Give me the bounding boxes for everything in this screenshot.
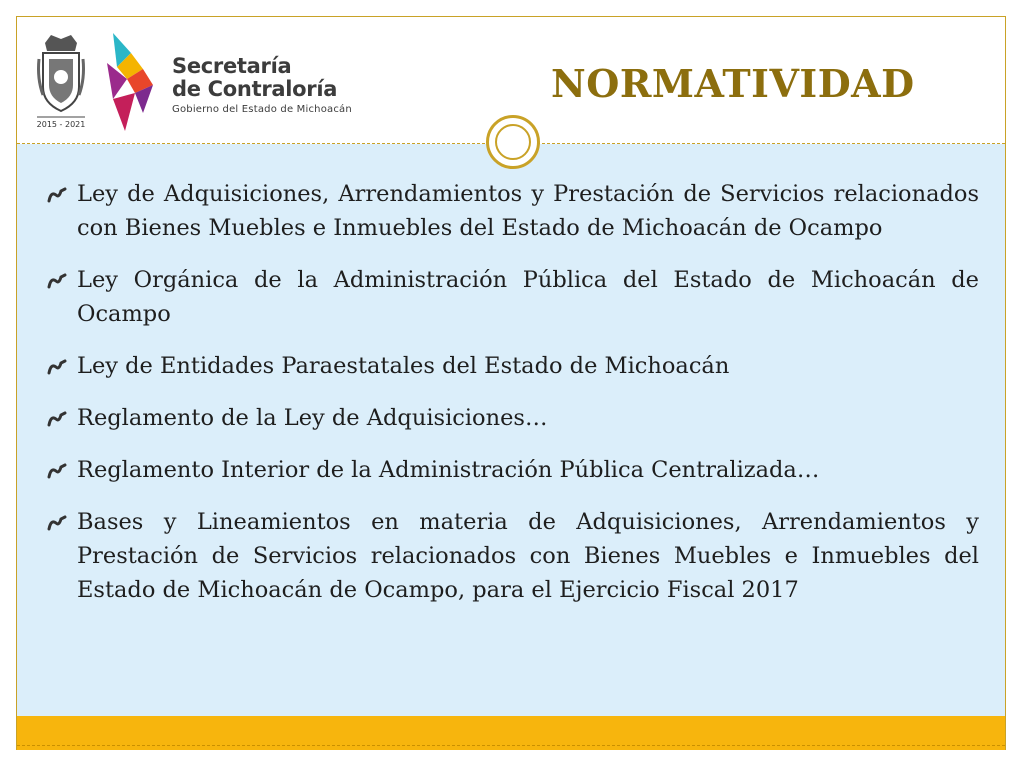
seal-years: 2015 - 2021 (36, 120, 86, 129)
list-item-text: Reglamento de la Ley de Adquisiciones… (77, 405, 548, 431)
footer-bar (17, 716, 1005, 750)
swirl-bullet-icon (47, 515, 67, 531)
list-item (43, 177, 979, 245)
list-item (43, 453, 979, 487)
normatividad-list (43, 177, 979, 625)
list-item (43, 401, 979, 435)
swirl-bullet-icon (47, 359, 67, 375)
list-item-text: Ley de Entidades Paraestatales del Estado de Michoacán (77, 353, 730, 379)
list-item-text: Reglamento Interior de la Administración Pública Centralizada… (77, 457, 820, 483)
swirl-bullet-icon (47, 463, 67, 479)
brand-line2: de Contraloría (172, 77, 338, 101)
slide (16, 16, 1006, 750)
state-seal-icon (35, 29, 87, 129)
kite-logo-icon (103, 27, 159, 137)
brand-text (172, 55, 352, 115)
list-item-text: Ley Orgánica de la Administración Pública del Estado de Michoacán de Ocampo (77, 267, 979, 327)
list-item (43, 505, 979, 607)
page-title: NORMATIVIDAD (551, 61, 915, 106)
swirl-bullet-icon (47, 273, 67, 289)
brand-line1: Secretaría (172, 54, 292, 78)
swirl-bullet-icon (47, 187, 67, 203)
ring-ornament-icon (486, 115, 540, 169)
swirl-bullet-icon (47, 411, 67, 427)
list-item-text: Ley de Adquisiciones, Arrendamientos y Prestación de Servicios relacionados con Bienes Muebles e Inmuebles del Estado de Michoacán de Ocampo (77, 181, 979, 241)
list-item (43, 263, 979, 331)
list-item-text: Bases y Lineamientos en materia de Adquisiciones, Arrendamientos y Prestación de Servicios relacionados con Bienes Muebles e Inmuebles del Estado de Michoacán de Ocampo, para el Ejercicio Fiscal 2017 (77, 509, 979, 603)
list-item (43, 349, 979, 383)
brand-line3: Gobierno del Estado de Michoacán (172, 104, 352, 115)
ring-inner (495, 124, 531, 160)
